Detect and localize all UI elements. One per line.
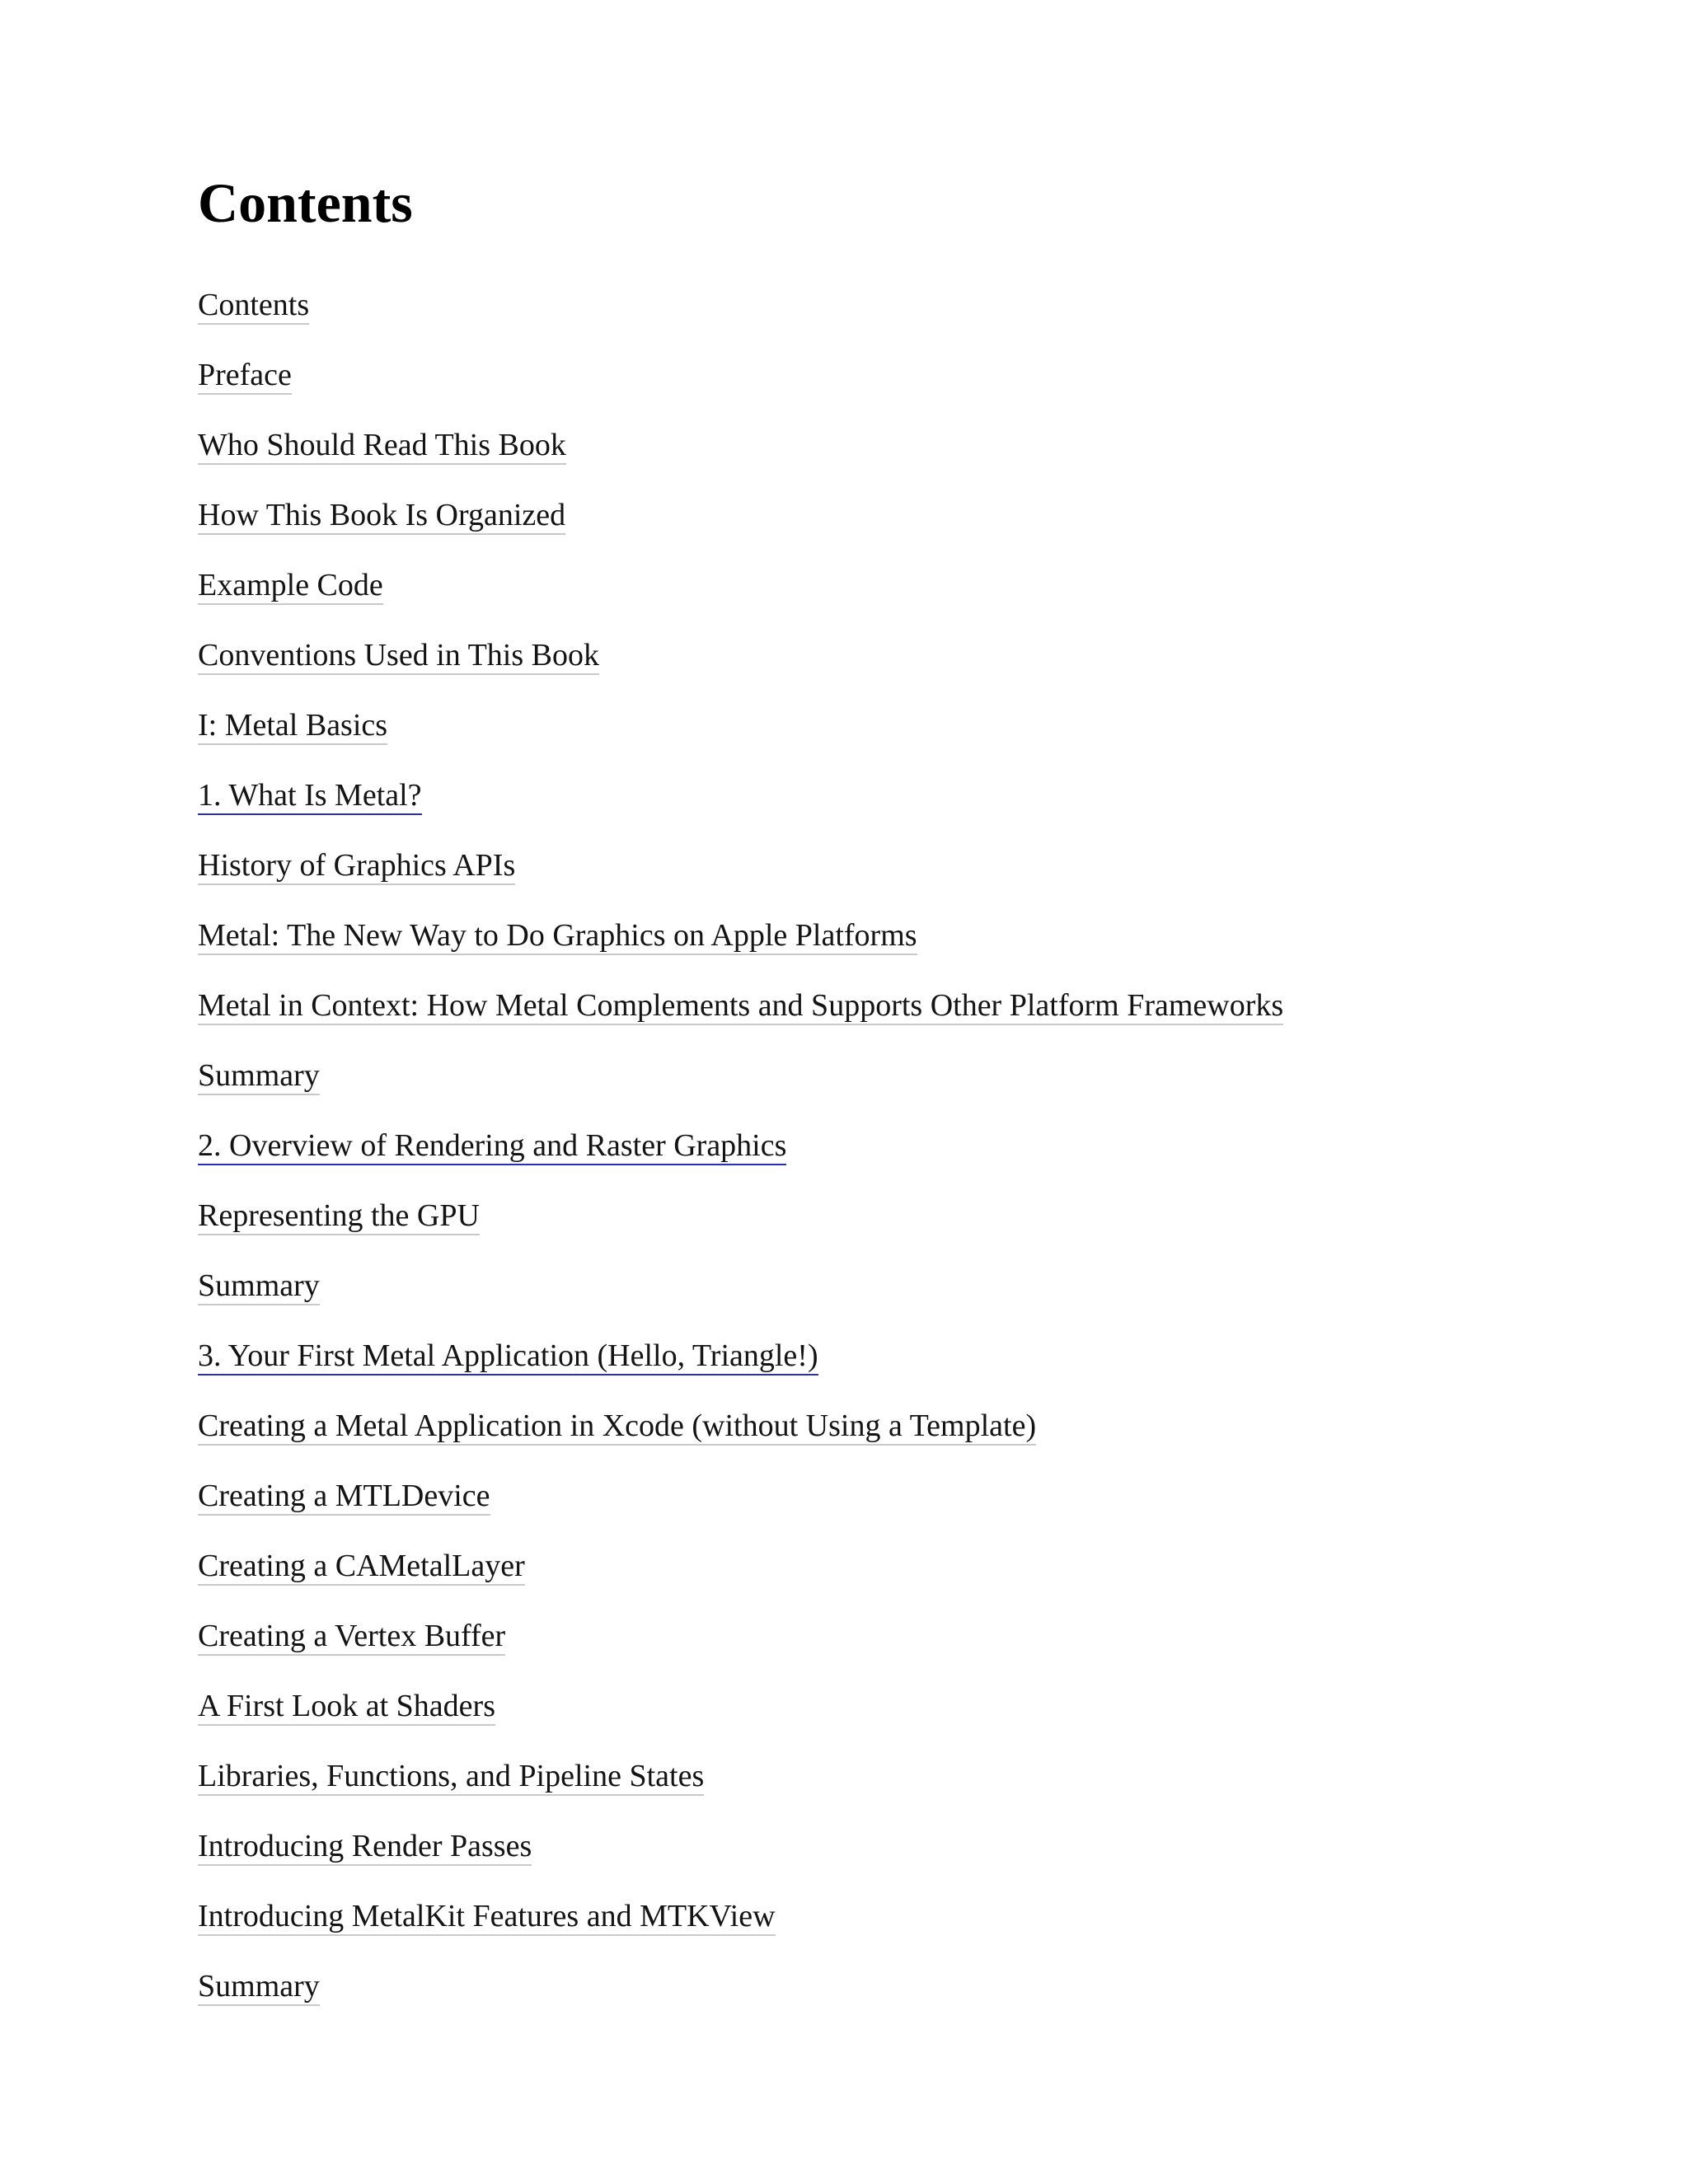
toc-entry-creating-mtldevice — [198, 1479, 1599, 1549]
toc-link-part-metal-basics[interactable]: I: Metal Basics — [198, 709, 387, 745]
toc-entry-libraries-functions — [198, 1760, 1599, 1830]
toc-entry-creating-cametallayer — [198, 1549, 1599, 1619]
toc-entry-example-code — [198, 569, 1599, 639]
toc-link-conventions[interactable]: Conventions Used in This Book — [198, 639, 599, 675]
toc-link-representing-gpu[interactable]: Representing the GPU — [198, 1199, 480, 1235]
toc-link-first-look-shaders[interactable]: A First Look at Shaders — [198, 1690, 495, 1726]
toc-link-creating-cametallayer[interactable]: Creating a CAMetalLayer — [198, 1549, 525, 1586]
toc-entry-summary-ch2 — [198, 1269, 1599, 1339]
toc-link-chapter-3[interactable]: 3. Your First Metal Application (Hello, Triangle!) — [198, 1339, 818, 1376]
toc-link-contents[interactable]: Contents — [198, 288, 309, 325]
toc-entry-how-organized — [198, 499, 1599, 569]
toc-link-chapter-1[interactable]: 1. What Is Metal? — [198, 779, 422, 815]
toc-link-render-passes[interactable]: Introducing Render Passes — [198, 1830, 532, 1866]
toc-link-chapter-2[interactable]: 2. Overview of Rendering and Raster Graphics — [198, 1129, 786, 1165]
toc-entry-who-should-read — [198, 429, 1599, 499]
toc-entry-first-look-shaders — [198, 1690, 1599, 1760]
toc-link-metal-new-way[interactable]: Metal: The New Way to Do Graphics on Apple Platforms — [198, 919, 917, 955]
toc-entry-contents — [198, 288, 1599, 359]
toc-entry-metal-in-context — [198, 989, 1599, 1059]
toc-link-example-code[interactable]: Example Code — [198, 569, 383, 605]
toc-link-preface[interactable]: Preface — [198, 359, 292, 395]
toc-entry-summary-ch1 — [198, 1059, 1599, 1129]
toc-entry-creating-vertex-buffer — [198, 1619, 1599, 1690]
toc-entry-conventions — [198, 639, 1599, 709]
toc-link-history-graphics-apis[interactable]: History of Graphics APIs — [198, 849, 515, 885]
toc-link-metalkit-mtkview[interactable]: Introducing MetalKit Features and MTKView — [198, 1900, 776, 1936]
toc-entry-chapter-2 — [198, 1129, 1599, 1199]
toc-link-creating-app-xcode[interactable]: Creating a Metal Application in Xcode (without Using a Template) — [198, 1409, 1036, 1446]
toc-entry-preface — [198, 359, 1599, 429]
toc-entry-part-metal-basics — [198, 709, 1599, 779]
toc-entry-metalkit-mtkview — [198, 1900, 1599, 1970]
toc-link-creating-mtldevice[interactable]: Creating a MTLDevice — [198, 1479, 490, 1516]
toc-entry-render-passes — [198, 1830, 1599, 1900]
toc-link-summary-ch1[interactable]: Summary — [198, 1059, 320, 1095]
toc-link-summary-ch3[interactable]: Summary — [198, 1970, 320, 2006]
toc-link-libraries-functions[interactable]: Libraries, Functions, and Pipeline States — [198, 1760, 704, 1796]
page-title: Contents — [198, 171, 413, 234]
toc-link-summary-ch2[interactable]: Summary — [198, 1269, 320, 1305]
toc-entry-representing-gpu — [198, 1199, 1599, 1269]
toc-entry-summary-ch3 — [198, 1970, 1599, 2040]
toc-link-metal-in-context[interactable]: Metal in Context: How Metal Complements and Supports Other Platform Frameworks — [198, 989, 1283, 1025]
toc-entry-metal-new-way — [198, 919, 1599, 989]
toc-link-who-should-read[interactable]: Who Should Read This Book — [198, 429, 566, 465]
toc-entry-chapter-1 — [198, 779, 1599, 849]
toc-link-creating-vertex-buffer[interactable]: Creating a Vertex Buffer — [198, 1619, 505, 1656]
toc-entry-chapter-3 — [198, 1339, 1599, 1409]
toc-entry-history-graphics-apis — [198, 849, 1599, 919]
toc-entry-creating-app-xcode — [198, 1409, 1599, 1479]
table-of-contents — [198, 288, 1599, 2040]
toc-link-how-organized[interactable]: How This Book Is Organized — [198, 499, 565, 535]
